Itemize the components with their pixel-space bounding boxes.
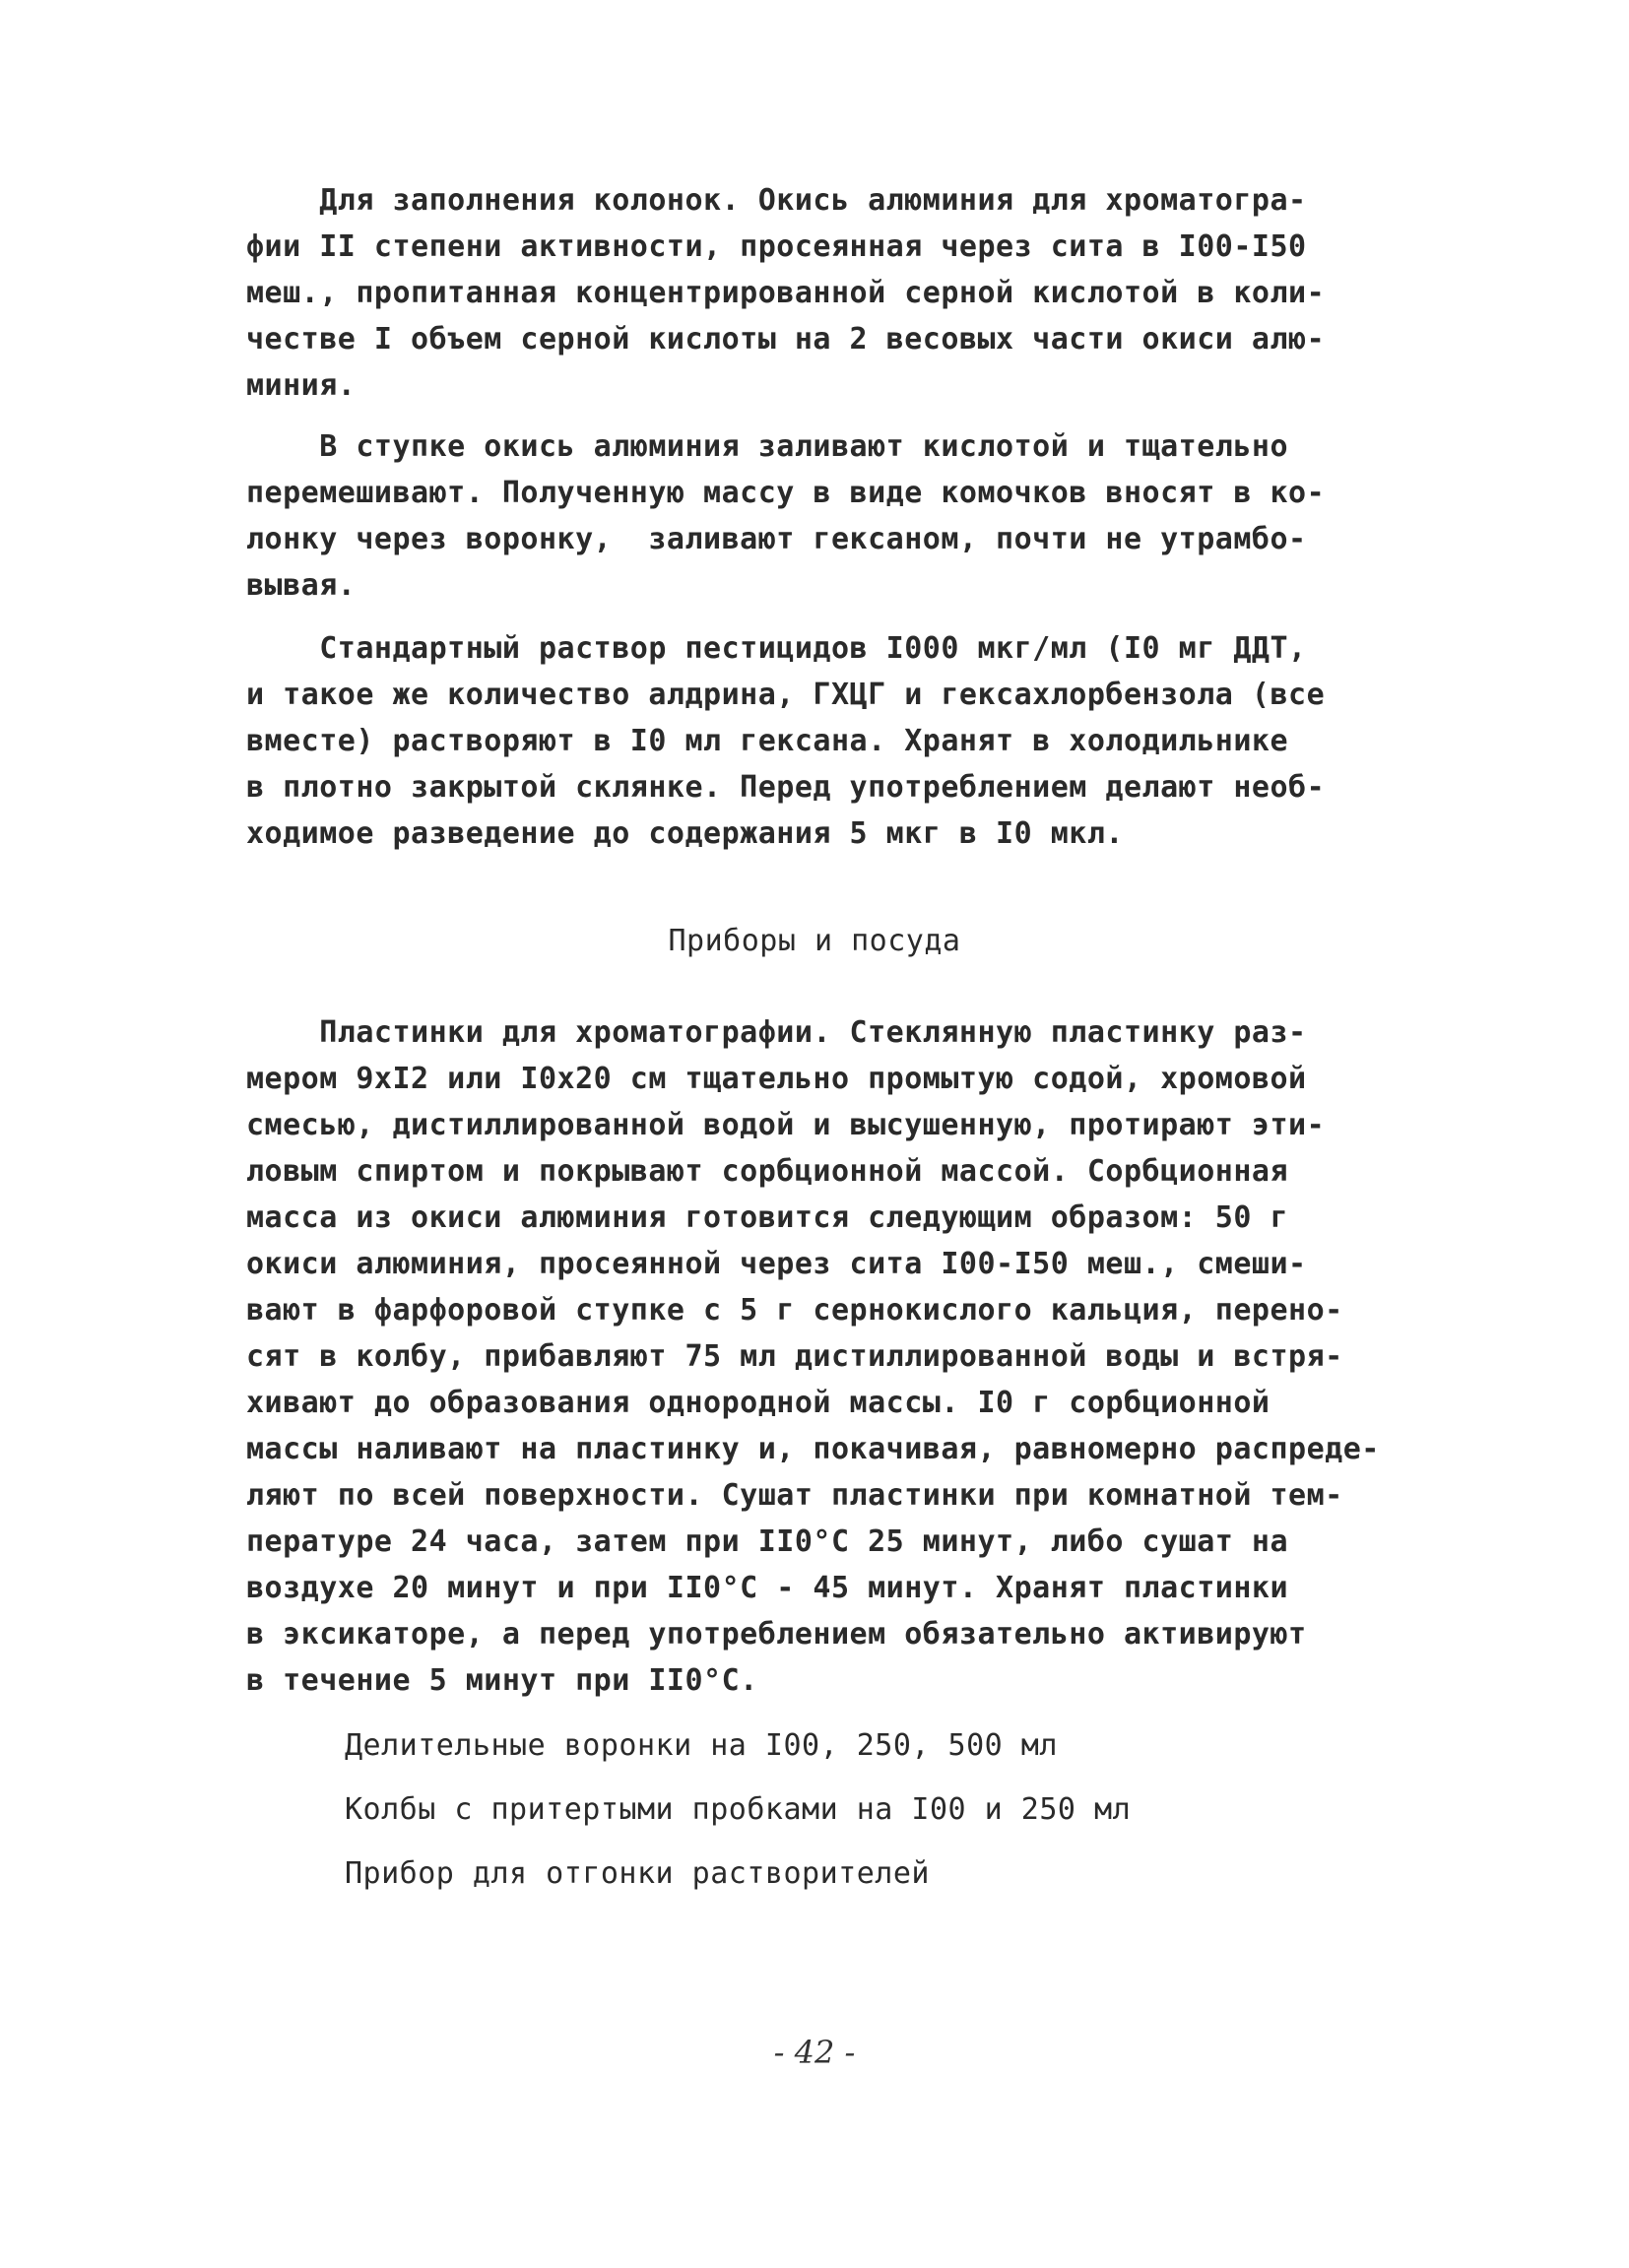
text-line: в плотно закрытой склянке. Перед употреблением делают необ- (246, 770, 1326, 805)
text-line: хивают до образования однородной массы. I0 г сорбционной (246, 1386, 1271, 1420)
text-line: в течение 5 минут при II0°С. (246, 1663, 758, 1698)
text-line: честве I объем серной кислоты на 2 весовых части окиси алю- (246, 322, 1326, 356)
text-line: Пластинки для хроматографии. Стеклянную пластинку раз- (246, 1015, 1307, 1050)
paragraph-standard-solution (246, 625, 1379, 857)
text-line: меш., пропитанная концентрированной серной кислотой в коли- (246, 276, 1326, 310)
text-line: ляют по всей поверхности. Сушат пластинки при комнатной тем- (246, 1478, 1343, 1513)
text-line: миния. (246, 368, 357, 403)
text-line: мером 9xI2 или I0x20 см тщательно промытую содой, хромовой (246, 1062, 1307, 1096)
text-line: и такое же количество алдрина, ГХЦГ и гексахлорбензола (все (246, 678, 1326, 712)
text-line: фии II степени активности, просеянная через сита в I00-I50 (246, 229, 1307, 264)
text-line: вают в фарфоровой ступке с 5 г сернокислого кальция, перено- (246, 1293, 1343, 1328)
paragraph-mortar-mixing (246, 423, 1379, 609)
text-line: вывая. (246, 568, 357, 603)
equipment-item-flasks: Колбы с притертыми пробками на I00 и 250 мл (345, 1792, 1132, 1827)
equipment-item-solvent-distillation: Прибор для отгонки растворителей (345, 1856, 930, 1891)
equipment-item-separatory-funnels: Делительные воронки на I00, 250, 500 мл (345, 1728, 1058, 1763)
text-line: ходимое разведение до содержания 5 мкг в I0 мкл. (246, 816, 1124, 851)
text-line: смесью, дистиллированной водой и высушенную, протирают эти- (246, 1108, 1326, 1142)
section-heading: Приборы и посуда (668, 924, 961, 958)
text-line: окиси алюминия, просеянной через сита I00-I50 меш., смеши- (246, 1247, 1307, 1281)
text-line: Для заполнения колонок. Окись алюминия для хроматогра- (246, 183, 1307, 218)
text-line: лонку через воронку, заливают гексаном, почти не утрамбо- (246, 522, 1307, 556)
text-line: вместе) растворяют в I0 мл гексана. Хранят в холодильнике (246, 724, 1289, 758)
text-line: массы наливают на пластинку и, покачивая, равномерно распреде- (246, 1432, 1380, 1466)
text-line: ловым спиртом и покрывают сорбционной массой. Сорбционная (246, 1154, 1289, 1189)
page-number: - 42 - (773, 2034, 856, 2071)
text-line: В ступке окись алюминия заливают кислотой и тщательно (246, 429, 1289, 464)
text-line: воздухе 20 минут и при II0°С - 45 минут. Хранят пластинки (246, 1571, 1289, 1605)
paragraph-column-filling (246, 177, 1379, 409)
text-line: перемешивают. Полученную массу в виде комочков вносят в ко- (246, 476, 1326, 510)
text-line: пературе 24 часа, затем при II0°С 25 минут, либо сушат на (246, 1524, 1289, 1559)
text-line: масса из окиси алюминия готовится следующим образом: 50 г (246, 1200, 1289, 1235)
text-line: Стандартный раствор пестицидов I000 мкг/мл (I0 мг ДДТ, (246, 631, 1307, 666)
text-line: в эксикаторе, а перед употреблением обязательно активируют (246, 1617, 1307, 1652)
paragraph-chromatography-plates (246, 1009, 1379, 1704)
text-line: сят в колбу, прибавляют 75 мл дистиллированной воды и встря- (246, 1339, 1343, 1374)
